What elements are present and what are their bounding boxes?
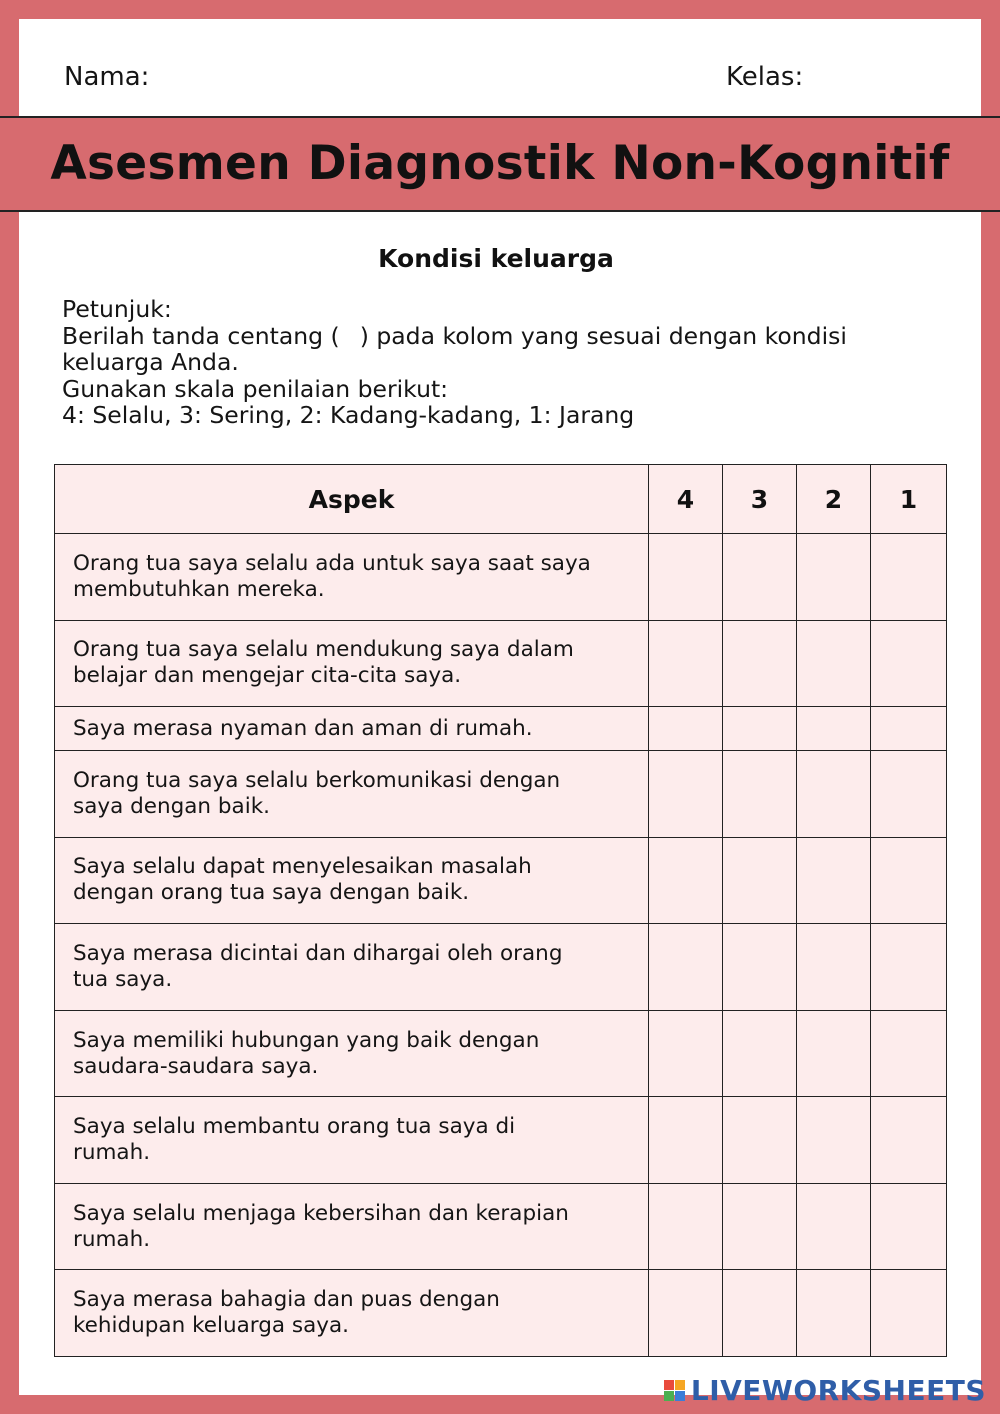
rating-cell-3[interactable] (723, 707, 797, 751)
column-header-4: 4 (649, 465, 723, 534)
rating-cell-2[interactable] (797, 534, 871, 621)
rating-cell-3[interactable] (723, 837, 797, 924)
aspect-cell: Saya merasa bahagia dan puas dengan kehidupan keluarga saya. (55, 1270, 649, 1357)
brand-wordmark: LIVEWORKSHEETS (690, 1373, 986, 1407)
aspect-cell: Orang tua saya selalu ada untuk saya saat saya membutuhkan mereka. (55, 534, 649, 621)
rating-cell-2[interactable] (797, 837, 871, 924)
rating-cell-4[interactable] (649, 924, 723, 1011)
rating-cell-3[interactable] (723, 534, 797, 621)
table-row (55, 924, 947, 1011)
section-subtitle: Kondisi keluarga (378, 244, 614, 273)
aspect-cell: Orang tua saya selalu mendukung saya dalam belajar dan mengejar cita-cita saya. (55, 620, 649, 707)
instructions (62, 296, 942, 429)
rating-cell-4[interactable] (649, 1270, 723, 1357)
table-row (55, 1183, 947, 1270)
instructions-line-1: Berilah tanda centang ( ) pada kolom yang sesuai dengan kondisi (62, 321, 847, 350)
rating-cell-4[interactable] (649, 1183, 723, 1270)
instructions-line-2: keluarga Anda. (62, 348, 239, 376)
rating-cell-2[interactable] (797, 1097, 871, 1184)
instructions-heading: Petunjuk: (62, 295, 172, 323)
rating-cell-4[interactable] (649, 707, 723, 751)
logo-square (675, 1380, 685, 1390)
rating-cell-3[interactable] (723, 1183, 797, 1270)
rating-cell-2[interactable] (797, 1270, 871, 1357)
title-banner (0, 116, 1000, 212)
rating-cell-1[interactable] (871, 1010, 947, 1097)
rating-cell-2[interactable] (797, 1010, 871, 1097)
aspect-cell: Orang tua saya selalu berkomunikasi dengan saya dengan baik. (55, 751, 649, 838)
column-header-2: 2 (797, 465, 871, 534)
aspect-cell: Saya selalu membantu orang tua saya di rumah. (55, 1097, 649, 1184)
page-title: Asesmen Diagnostik Non-Kognitif (50, 136, 950, 191)
rating-cell-1[interactable] (871, 707, 947, 751)
rating-cell-3[interactable] (723, 1097, 797, 1184)
table-header-row (55, 465, 947, 534)
rating-cell-1[interactable] (871, 1183, 947, 1270)
table-row (55, 707, 947, 751)
aspect-cell: Saya selalu menjaga kebersihan dan kerapian rumah. (55, 1183, 649, 1270)
rating-cell-4[interactable] (649, 534, 723, 621)
table-row (55, 1270, 947, 1357)
table-row (55, 1097, 947, 1184)
rating-cell-4[interactable] (649, 1010, 723, 1097)
table-row (55, 751, 947, 838)
rating-cell-1[interactable] (871, 1097, 947, 1184)
instructions-line-3: Gunakan skala penilaian berikut: (62, 374, 449, 403)
liveworksheets-logo-icon (664, 1380, 685, 1401)
rating-cell-4[interactable] (649, 620, 723, 707)
rating-cell-3[interactable] (723, 751, 797, 838)
table-row (55, 1010, 947, 1097)
column-header-1: 1 (871, 465, 947, 534)
table-row (55, 534, 947, 621)
rating-cell-1[interactable] (871, 837, 947, 924)
rating-cell-1[interactable] (871, 924, 947, 1011)
rating-cell-2[interactable] (797, 620, 871, 707)
logo-square (664, 1391, 674, 1401)
rating-cell-3[interactable] (723, 924, 797, 1011)
aspect-cell: Saya memiliki hubungan yang baik dengan saudara-saudara saya. (55, 1010, 649, 1097)
name-field-label: Nama: (64, 62, 150, 92)
table-row (55, 837, 947, 924)
rating-cell-1[interactable] (871, 620, 947, 707)
survey-table (54, 464, 947, 1357)
rating-cell-3[interactable] (723, 620, 797, 707)
rating-cell-2[interactable] (797, 751, 871, 838)
rating-scale: 4: Selalu, 3: Sering, 2: Kadang-kadang, 1: Jarang (62, 401, 635, 429)
rating-cell-3[interactable] (723, 1270, 797, 1357)
column-header-aspek: Aspek (55, 465, 649, 534)
rating-cell-1[interactable] (871, 534, 947, 621)
rating-cell-2[interactable] (797, 1183, 871, 1270)
column-header-3: 3 (723, 465, 797, 534)
aspect-cell: Saya merasa nyaman dan aman di rumah. (55, 707, 649, 751)
logo-square (675, 1391, 685, 1401)
logo-square (664, 1380, 674, 1390)
aspect-cell: Saya selalu dapat menyelesaikan masalah dengan orang tua saya dengan baik. (55, 837, 649, 924)
rating-cell-3[interactable] (723, 1010, 797, 1097)
table-row (55, 620, 947, 707)
rating-cell-1[interactable] (871, 1270, 947, 1357)
class-field-label: Kelas: (726, 62, 804, 92)
rating-cell-2[interactable] (797, 924, 871, 1011)
rating-cell-4[interactable] (649, 751, 723, 838)
rating-cell-4[interactable] (649, 1097, 723, 1184)
aspect-cell: Saya merasa dicintai dan dihargai oleh orang tua saya. (55, 924, 649, 1011)
liveworksheets-logo (664, 1375, 986, 1405)
rating-cell-2[interactable] (797, 707, 871, 751)
rating-cell-4[interactable] (649, 837, 723, 924)
rating-cell-1[interactable] (871, 751, 947, 838)
